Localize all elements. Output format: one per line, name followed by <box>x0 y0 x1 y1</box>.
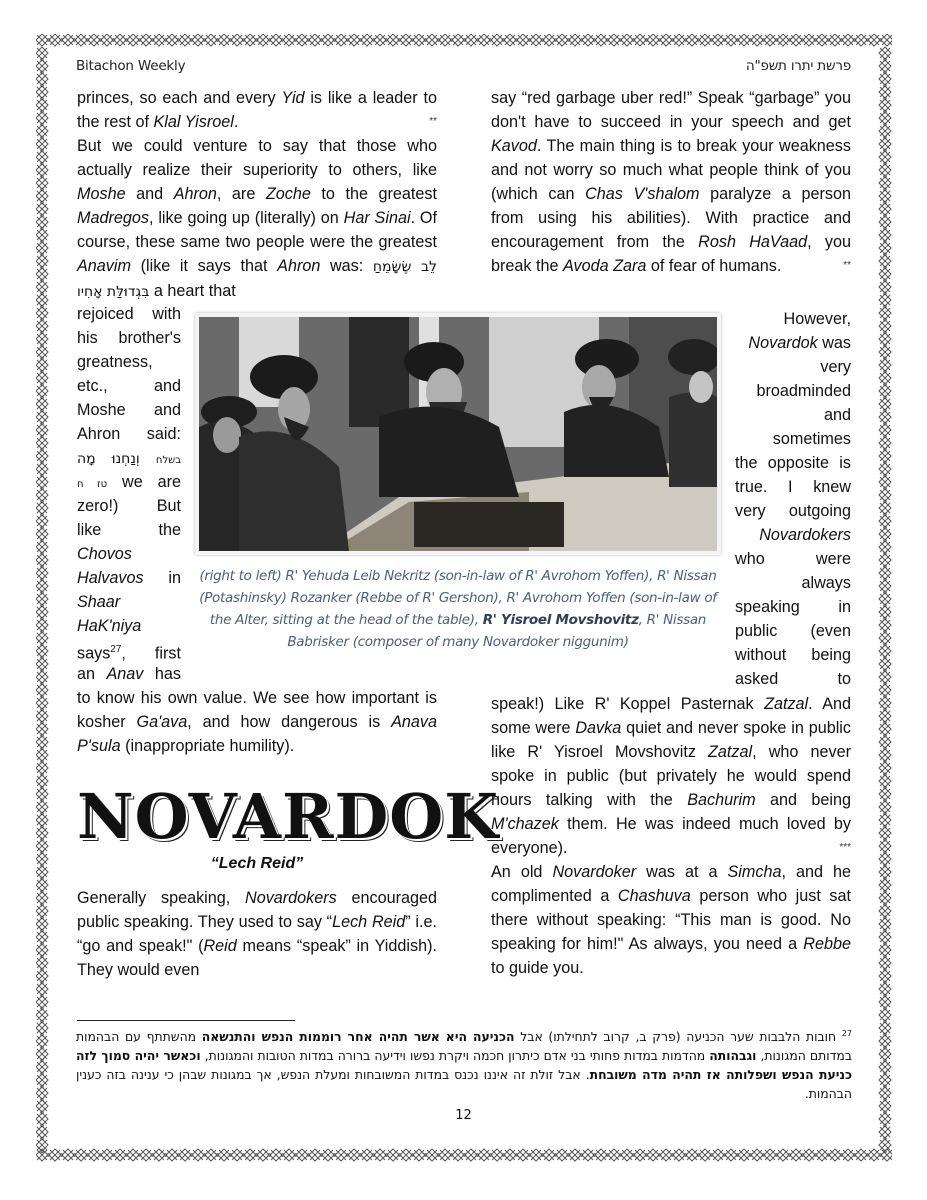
left-column-wrap-text: rejoiced with his brother's greatness, etc., and Moshe and Ahron said: וְנַחְנוּ מָה בשלח טז ח we are zero!) But like the Chovos Halvavos in Shaar HaK'niya says$^{27}$, first an Anav has <box>77 305 181 683</box>
right-column-wrap-text: However, Novardok was very broadminded and sometimes the opposite is true. I knew very outgoing Novardokers who were always speaking in public (even without being asked to <box>735 310 851 688</box>
section-separator: *** <box>839 842 851 853</box>
parsha-heading: פרשת יתרו תשפ"ה <box>745 58 851 74</box>
section-title: NOVARDOK <box>77 780 500 853</box>
hebrew-quote: לֵב שֶׂשָּׂמֵחַ בִּגְדוּלַּת אָחִיו <box>77 259 438 300</box>
photo-illustration <box>199 317 717 551</box>
footnote-number: 27 <box>841 1029 852 1038</box>
right-column-top-text <box>491 86 851 278</box>
paragraph: Generally speaking, Novardokers encouraged public speaking. They used to say “Lech Reid” i.e. “go and speak!" (Reid means “speak” in Yiddish). They would even <box>77 889 438 979</box>
page-number: 12 <box>455 1108 472 1123</box>
hebrew-quote: וְנַחְנוּ מָה <box>77 451 140 467</box>
photo-caption: (right to left) R' Yehuda Leib Nekritz (son-in-law of R' Avrohom Yoffen), R' Nissan (Potashinsky) Rozanker (Rebbe of R' Gershon), R' Avrohom Yoffen (son-in-law of the Alter, sitting at the head of the table), R' Yisroel Movshovitz, R' Nissan Babrisker (composer of many Novardoker niggunim) <box>199 568 717 650</box>
section-subtitle: “Lech Reid” <box>210 855 304 872</box>
left-column-section-text <box>77 886 437 982</box>
paragraph: But we could venture to say that those who actually realize their superiority to others, like Moshe and Ahron, are Zoche to the greatest Madregos, like going up (literally) on Har Sinai. Of course, these same two people were the greatest Anavim (like it says that Ahron was: לֵב שֶׂשָּׂמֵחַ בִּגְדוּלַּת אָחִיו a heart that <box>77 137 438 300</box>
right-column-bottom-text <box>491 692 851 980</box>
footnote: $^{27}$ חובות הלבבות שער הכניעה (פרק ב, קרוב לתחילתו) אבל הכניעה היא אשר תהיה אחר רוממות הנפש והתנשאה מהשתתף עם הבהמות במדותם המגונות, וגבהותה מהדמות במדות פחותי בני אדם כיתרון חכמה ויקרת נפשו וידיעה ברורה במדות הטובות והמגונות, וכאשר יהיה סמוך לזה כניעת הנפש ושפלותה אז תהיה מדה משובחת. אבל זולת זה איננו נכנס במדות המשובחות ומעלת הנפש, אך במגונות שבהן כי ענינה בזה כענין הבהמות. <box>76 1029 853 1102</box>
historical-photo <box>199 317 717 551</box>
source-reference: בשלח <box>155 455 181 466</box>
left-column-bottom-text <box>77 686 437 758</box>
paragraph: say “red garbage uber red!” Speak “garbage” you don't have to succeed in your speech and get Kavod. The main thing is to break your weakness and not worry so much what people think of you (which can Chas V'shalom paralyze a person from using his abilities). With practice and encouragement from the Rosh HaVaad, you break the Avoda Zara of fear of humans. ** <box>491 86 851 278</box>
source-reference: טז ח <box>77 479 108 490</box>
section-separator: ** <box>429 116 437 127</box>
publication-name: Bitachon Weekly <box>76 58 186 74</box>
section-separator: ** <box>843 260 851 271</box>
paragraph: speak!) Like R' Koppel Pasternak Zatzal. And some were Davka quiet and never spoke in public like R' Yisroel Movshovitz Zatzal, who never spoke in public (but privately he would spend hours talking with the Bachurim and being M'chazek them. He was indeed much loved by everyone). *** <box>491 692 851 860</box>
historical-photo-frame <box>195 313 721 555</box>
paragraph: to know his own value. We see how important is kosher Ga'ava, and how dangerous is Anava P'sula (inappropriate humility). <box>77 689 437 755</box>
footnote-divider <box>77 1020 295 1021</box>
left-column-top-text <box>77 86 437 304</box>
paragraph: princes, so each and every Yid is like a leader to the rest of Klal Yisroel. ** <box>77 86 437 134</box>
footnote-marker[interactable]: 27 <box>110 644 122 655</box>
paragraph: An old Novardoker was at a Simcha, and he complimented a Chashuva person who just sat there without speaking: “This man is good. No speaking for him!" As always, you need a Rebbe to guide you. <box>491 863 851 977</box>
